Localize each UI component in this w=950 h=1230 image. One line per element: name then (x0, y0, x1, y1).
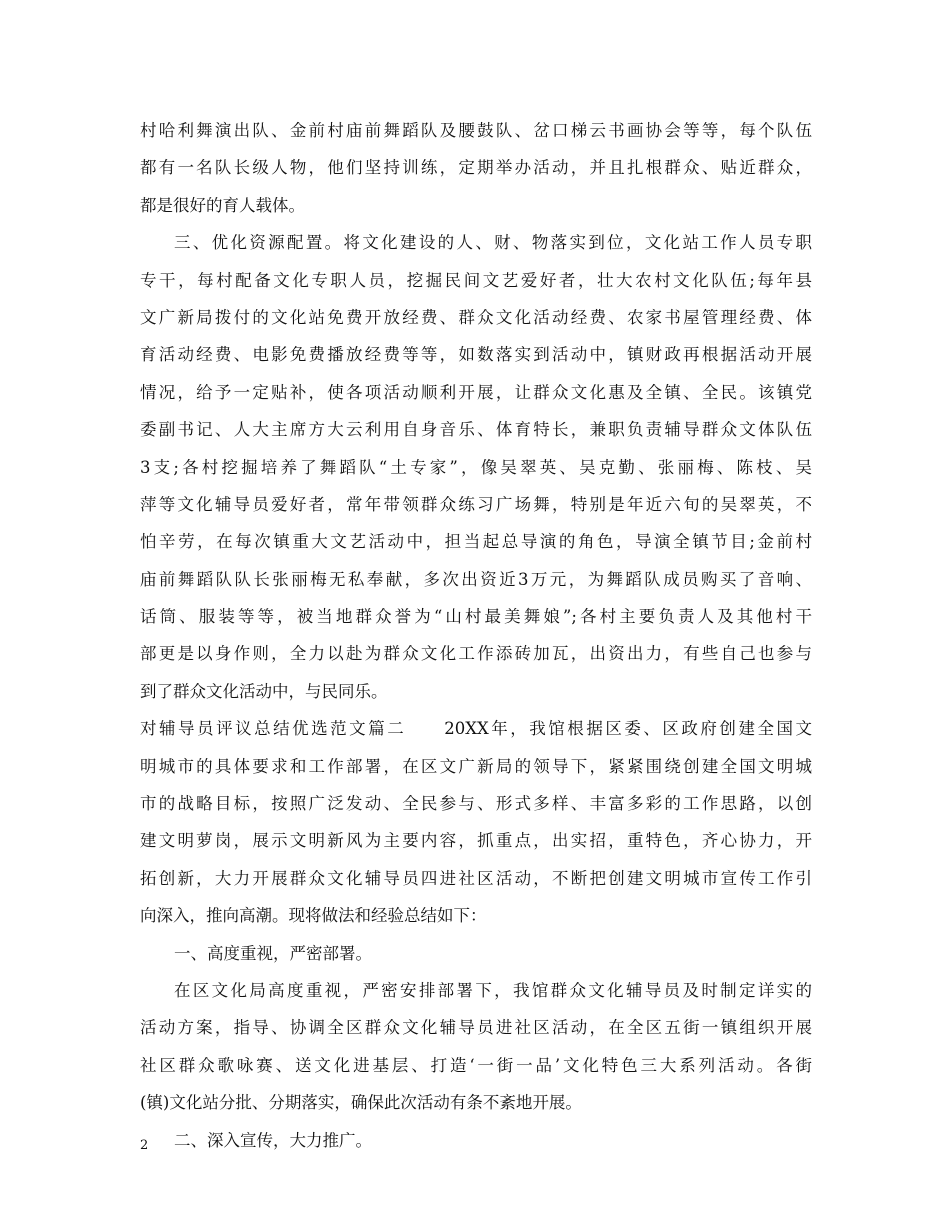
paragraph-line: 明城市的具体要求和工作部署，在区文广新局的领导下，紧紧围绕创建全国文明城 (140, 756, 812, 776)
paragraph-line: 庙前舞蹈队队长张丽梅无私奉献，多次出资近3万元，为舞蹈队成员购买了音响、 (140, 569, 812, 589)
paragraph-line: 专干，每村配备文化专职人员，挖掘民间文艺爱好者，壮大农村文化队伍;每年县 (140, 270, 812, 290)
paragraph-line: 活动方案，指导、协调全区群众文化辅导员进社区活动，在全区五街一镇组织开展 (140, 1018, 812, 1038)
paragraph-line: 社区群众歌咏赛、送文化进基层、打造‘一街一品’文化特色三大系列活动。各街 (140, 1055, 812, 1075)
paragraph-line: 都有一名队长级人物，他们坚持训练，定期举办活动，并且扎根群众、贴近群众， (140, 158, 812, 178)
paragraph-line: 在区文化局高度重视，严密安排部署下，我馆群众文化辅导员及时制定详实的 (174, 980, 812, 1000)
paragraph-line: 萍等文化辅导员爱好者，常年带领群众练习广场舞，特别是年近六旬的吴翠英，不 (140, 494, 812, 514)
paragraph-line: 向深入，推向高潮。现将做法和经验总结如下： (140, 906, 487, 926)
paragraph-line: 文广新局拨付的文化站免费开放经费、群众文化活动经费、农家书屋管理经费、体 (140, 307, 812, 327)
subheading-line: 二、深入宣传，大力推广。 (174, 1130, 372, 1150)
paragraph-line: 部更是以身作则，全力以赴为群众文化工作添砖加瓦，出资出力，有些自己也参与 (140, 644, 812, 664)
document-body (140, 112, 812, 1159)
paragraph-line: 到了群众文化活动中，与民同乐。 (140, 681, 388, 701)
paragraph-line: (镇)文化站分批、分期落实，确保此次活动有条不紊地开展。 (140, 1093, 582, 1113)
section-heading-line (140, 710, 812, 747)
page-number: 2 (140, 1138, 149, 1153)
subheading-line: 一、高度重视，严密部署。 (174, 943, 372, 963)
paragraph-line: 情况，给予一定贴补，使各项活动顺利开展，让群众文化惠及全镇、全民。该镇党 (140, 382, 812, 402)
paragraph-line: 育活动经费、电影免费播放经费等等，如数落实到活动中，镇财政再根据活动开展 (140, 345, 812, 365)
section-title: 对辅导员评议总结优选范文篇二 (140, 719, 407, 739)
paragraph-line: 建文明萝岗，展示文明新风为主要内容，抓重点，出实招，重特色，齐心协力，开 (140, 831, 812, 851)
paragraph-line: 委副书记、人大主席方大云利用自身音乐、体育特长，兼职负责辅导群众文体队伍 (140, 420, 812, 440)
paragraph-line: 都是很好的育人载体。 (140, 195, 305, 215)
paragraph-line: 拓创新，大力开展群众文化辅导员四进社区活动，不断把创建文明城市宣传工作引 (140, 868, 812, 888)
paragraph-line: 村哈利舞演出队、金前村庙前舞蹈队及腰鼓队、岔口梯云书画协会等等，每个队伍 (140, 121, 812, 140)
section-first-line: 20XX年，我馆根据区委、区政府创建全国文 (444, 719, 812, 739)
paragraph-line: 市的战略目标，按照广泛发动、全民参与、形式多样、丰富多彩的工作思路，以创 (140, 794, 812, 814)
paragraph-line: 3支;各村挖掘培养了舞蹈队“土专家”，像吴翠英、吴克勤、张丽梅、陈枝、吴 (140, 457, 812, 477)
paragraph-line: 怕辛劳，在每次镇重大文艺活动中，担当起总导演的角色，导演全镇节目;金前村 (140, 532, 812, 552)
paragraph-line: 话筒、服装等等，被当地群众誉为“山村最美舞娘”;各村主要负责人及其他村干 (140, 607, 812, 627)
paragraph-line: 三、优化资源配置。将文化建设的人、财、物落实到位，文化站工作人员专职 (174, 233, 812, 253)
